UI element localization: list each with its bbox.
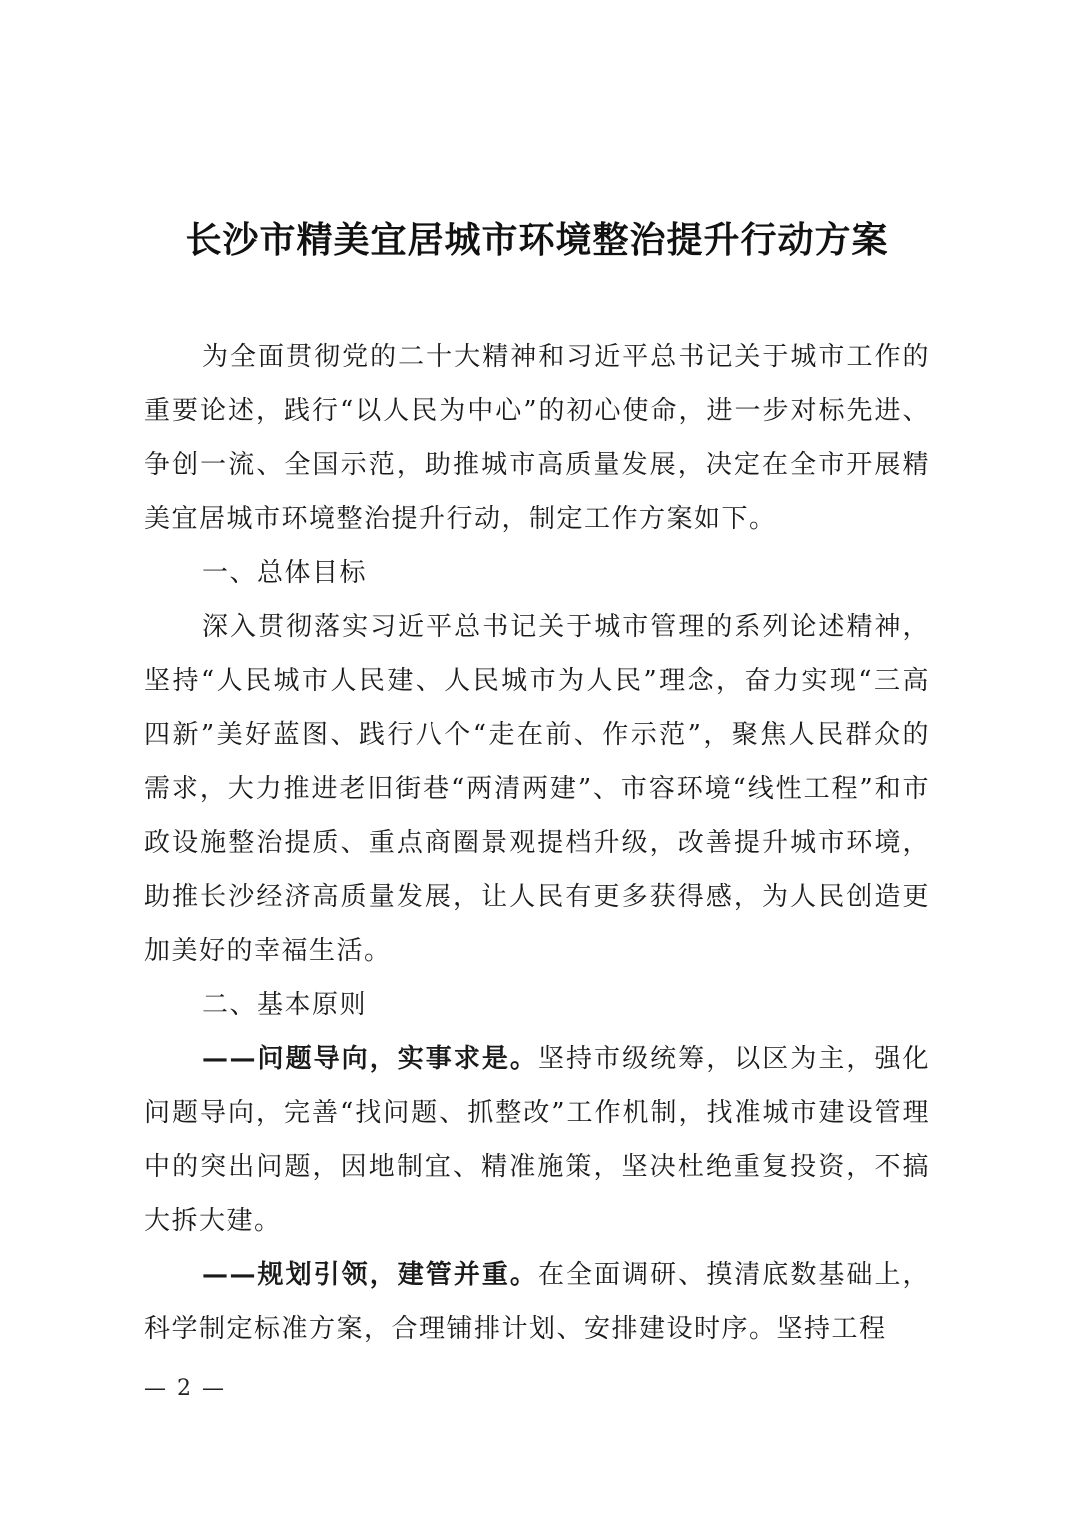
goals-paragraph: 深入贯彻落实习近平总书记关于城市管理的系列论述精神，坚持“人民城市人民建、人民城市为人民”理念，奋力实现“三高四新”美好蓝图、践行八个“走在前、作示范”，聚焦人民群众的需求，大力推进老旧街巷“两清两建”、市容环境“线性工程”和市政设施整治提质、重点商圈景观提档升级，改善提升城市环境，助推长沙经济高质量发展，让人民有更多获得感，为人民创造更加美好的幸福生活。 — [144, 612, 930, 966]
principle-title-2: ——规划引领，建管并重。 — [202, 1260, 538, 1290]
principle-text-1: 坚持市级统筹，以区为主，强化问题导向，完善“找问题、抓整改”工作机制，找准城市建设管理中的突出问题，因地制宜、精准施策，坚决杜绝重复投资，不搞大拆大建。 — [144, 1044, 930, 1236]
document-body — [144, 330, 930, 1356]
principle-title-1: ——问题导向，实事求是。 — [202, 1044, 538, 1074]
principle-paragraph-2 — [144, 1248, 930, 1356]
section-heading-principles: 二、基本原则 — [202, 990, 368, 1020]
intro-paragraph: 为全面贯彻党的二十大精神和习近平总书记关于城市工作的重要论述，践行“以人民为中心”的初心使命，进一步对标先进、争创一流、全国示范，助推城市高质量发展，决定在全市开展精美宜居城市环境整治提升行动，制定工作方案如下。 — [144, 342, 930, 534]
document-title: 长沙市精美宜居城市环境整治提升行动方案 — [185, 220, 889, 261]
page-number: — 2 — — [144, 1376, 226, 1401]
principle-paragraph-1 — [144, 1032, 930, 1248]
section-heading-goals: 一、总体目标 — [202, 558, 368, 588]
principle-text-2: 在全面调研、摸清底数基础上，科学制定标准方案，合理铺排计划、安排建设时序。坚持工程 — [144, 1260, 930, 1344]
